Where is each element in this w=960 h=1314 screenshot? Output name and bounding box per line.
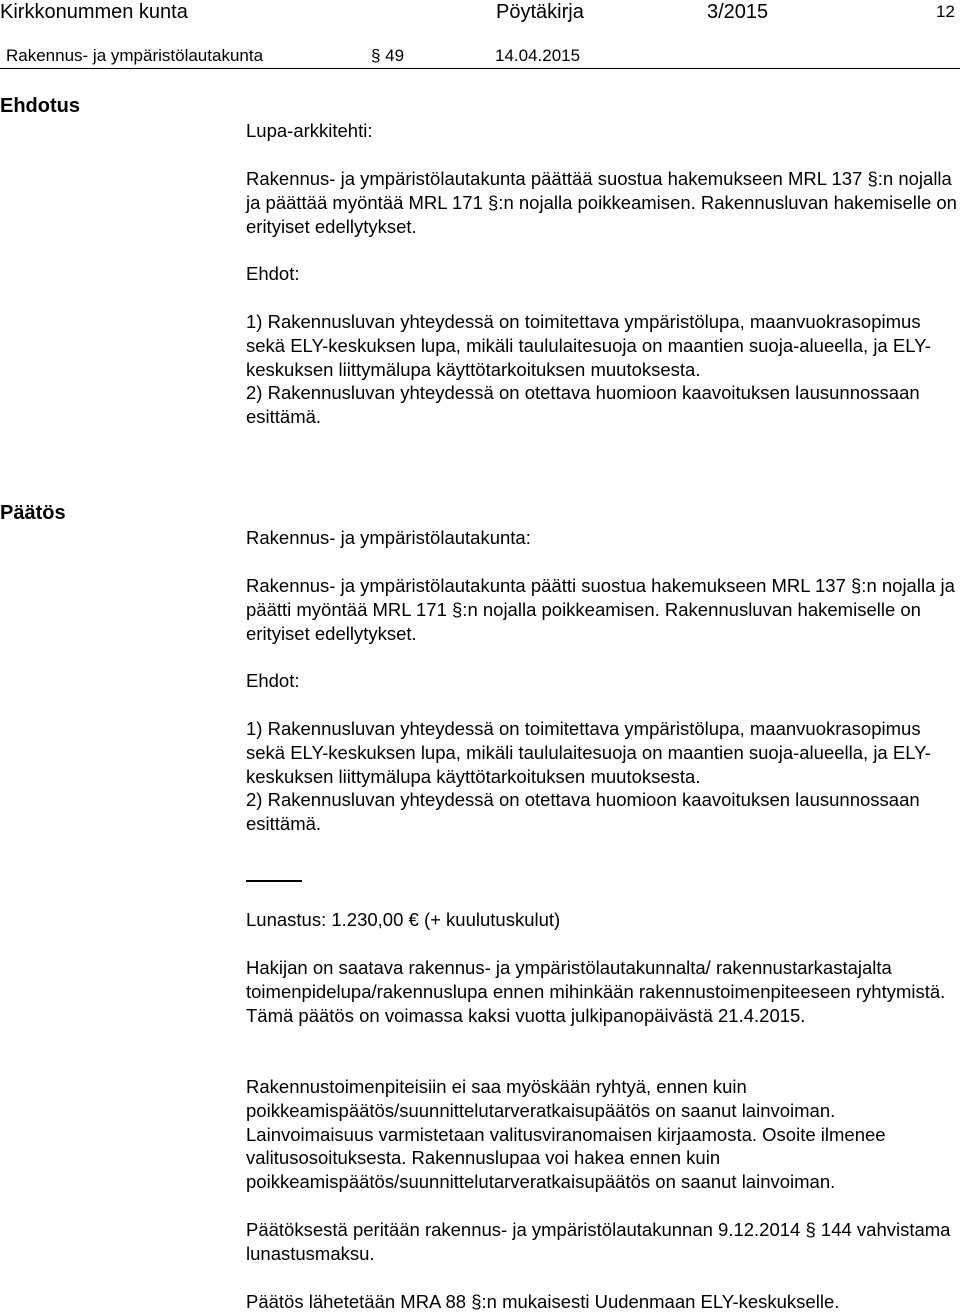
- proposal-conditions-label: [246, 262, 958, 286]
- decision-decider: [246, 526, 958, 550]
- proposal-text: Rakennus- ja ympäristölautakunta päättää suostua hakemukseen MRL 137 §:n nojalla ja päättää myöntää MRL 171 §:n nojalla poikkeamisen. Rakennusluvan hakemiselle on erityiset edellytykset.: [246, 168, 957, 237]
- charge-note: [246, 1218, 958, 1266]
- section-number: § 49: [371, 46, 405, 65]
- validity-note: [246, 1075, 958, 1194]
- page-number: 12: [936, 2, 955, 21]
- document-type: Pöytäkirja: [496, 1, 584, 23]
- proposal-conditions-heading: Ehdot:: [246, 263, 300, 284]
- decision-conditions-heading: Ehdot:: [246, 670, 300, 691]
- validity-note-text: Rakennustoimenpiteisiin ei saa myöskään ryhtyä, ennen kuin poikkeamispäätös/suunnittelutarveratkaisupäätös on saanut lainvoiman. Lainvoimaisuus varmistetaan valitusviranomaisen kirjaamosta. Osoite ilmenee valitusosoituksesta. Rakennuslupaa voi hakea ennen kuin poikkeamispäätös/suunnittelutarveratkaisupäätös on saanut lainvoiman.: [246, 1076, 886, 1193]
- decision-condition-1: 1) Rakennusluvan yhteydessä on toimitettava ympäristölupa, maanvuokrasopimus sekä ELY-keskuksen lupa, mikäli taululaitesuoja on maantien suoja-alueella, ja ELY-keskuksen liittymälupa käyttötarkoituksen muutoksesta.: [246, 718, 931, 787]
- proposal-heading: Ehdotus: [0, 95, 80, 117]
- fee-text: Lunastus: 1.230,00 € (+ kuulutuskulut): [246, 909, 561, 930]
- decision-text: Rakennus- ja ympäristölautakunta päätti suostua hakemukseen MRL 137 §:n nojalla ja päätti myöntää MRL 171 §:n nojalla poikkeamisen. Rakennusluvan hakemiselle on erityiset edellytykset.: [246, 575, 955, 644]
- header-divider: [0, 68, 960, 69]
- decision-fee: [246, 908, 958, 932]
- decision-condition-2: 2) Rakennusluvan yhteydessä on otettava huomioon kaavoituksen lausunnossaan esittämä.: [246, 789, 920, 835]
- charge-note-text: Päätöksestä peritään rakennus- ja ympäristölautakunnan 9.12.2014 § 144 vahvistama lunastusmaksu.: [246, 1219, 951, 1264]
- proposal-body: [246, 167, 958, 238]
- proposal-conditions: [246, 310, 958, 429]
- decision-body: [246, 574, 958, 645]
- proposal-condition-1: 1) Rakennusluvan yhteydessä on toimitettava ympäristölupa, maanvuokrasopimus sekä ELY-keskuksen lupa, mikäli taululaitesuoja on maantien suoja-alueella, ja ELY-keskuksen liittymälupa käyttötarkoituksen muutoksesta.: [246, 311, 931, 380]
- delivery-note-text: Päätös lähetetään MRA 88 §:n mukaisesti Uudenmaan ELY-keskukselle.: [246, 1291, 840, 1312]
- permit-note: [246, 956, 958, 1027]
- board-name: Rakennus- ja ympäristölautakunta: [6, 46, 264, 65]
- separator-line: [246, 880, 302, 882]
- meeting-date: 14.04.2015: [495, 46, 581, 65]
- decision-conditions-label: [246, 669, 958, 693]
- decision-heading: Päätös: [0, 502, 66, 524]
- decision-decider-text: Rakennus- ja ympäristölautakunta:: [246, 527, 531, 548]
- delivery-note: [246, 1290, 958, 1314]
- proposal-presenter-text: Lupa-arkkitehti:: [246, 120, 373, 141]
- proposal-condition-2: 2) Rakennusluvan yhteydessä on otettava huomioon kaavoituksen lausunnossaan esittämä.: [246, 382, 920, 428]
- document-number: 3/2015: [707, 1, 769, 23]
- decision-conditions: [246, 717, 958, 836]
- separator-line-wrap: [246, 880, 958, 882]
- proposal-presenter: [246, 119, 958, 143]
- permit-note-text: Hakijan on saatava rakennus- ja ympäristölautakunnalta/ rakennustarkastajalta toimenpidelupa/rakennuslupa ennen mihinkään rakennustoimenpiteeseen ryhtymistä. Tämä päätös on voimassa kaksi vuotta julkipanopäivästä 21.4.2015.: [246, 957, 946, 1026]
- organization-name: Kirkkonummen kunta: [0, 1, 188, 23]
